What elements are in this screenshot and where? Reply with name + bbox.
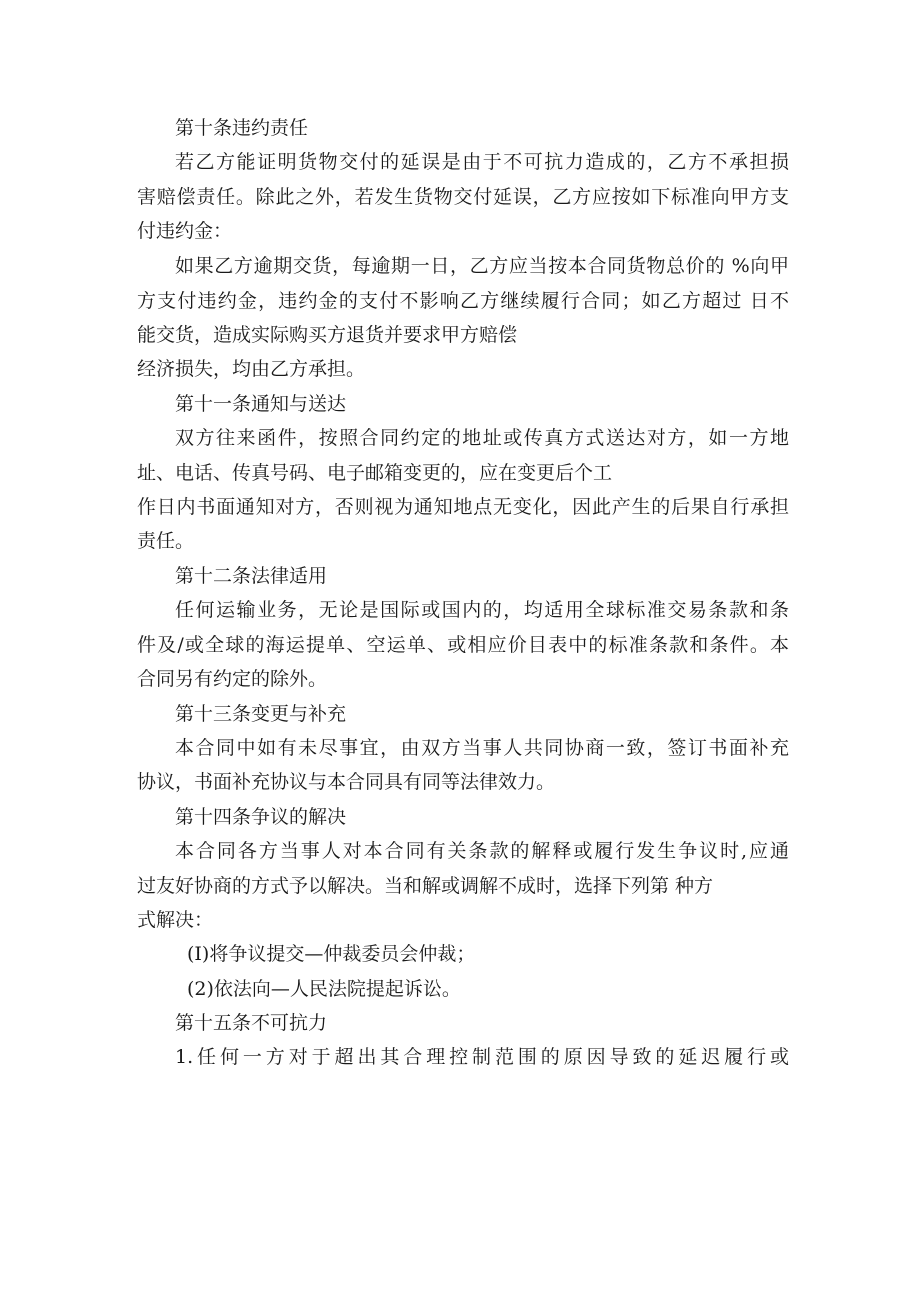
article-10-text-line: 如果乙方逾期交货，每逾期一日，乙方应当按本合同货物总价的 %向甲 <box>175 255 789 277</box>
article-12-heading: 第十二条法律适用 <box>175 565 328 587</box>
article-10-heading: 第十条违约责任 <box>175 117 309 139</box>
article-11-text-line: 址、电话、传真号码、电子邮箱变更的，应在变更后个工 <box>137 462 613 484</box>
article-10-text-line: 害赔偿责任。除此之外，若发生货物交付延误，乙方应按如下标准向甲方支 <box>137 186 789 208</box>
article-15-heading: 第十五条不可抗力 <box>175 1012 328 1034</box>
article-11-text-line: 作日内书面通知对方，否则视为通知地点无变化，因此产生的后果自行承担 <box>137 496 789 518</box>
article-11-text-line: 责任。 <box>137 530 195 552</box>
article-12-text-line: 合同另有约定的除外。 <box>137 668 328 690</box>
article-14-option-item: (I)将争议提交—仲裁委员会仲裁； <box>187 943 476 965</box>
article-10-text-line: 付违约金： <box>137 220 233 242</box>
article-10-text-line: 方支付违约金，违约金的支付不影响乙方继续履行合同；如乙方超过 日不 <box>137 290 789 312</box>
article-13-text-line: 本合同中如有未尽事宜，由双方当事人共同协商一致，签订书面补充 <box>175 737 789 759</box>
article-10-text-line: 能交货，造成实际购买方退货并要求甲方赔偿 <box>137 324 518 346</box>
article-10-text-line: 经济损失，均由乙方承担。 <box>137 358 366 380</box>
article-14-text-line: 式解决： <box>137 909 214 931</box>
article-13-heading: 第十三条变更与补充 <box>175 703 347 725</box>
article-11-heading: 第十一条通知与送达 <box>175 393 347 415</box>
article-14-text-line: 本合同各方当事人对本合同有关条款的解释或履行发生争议时,应通 <box>175 840 789 862</box>
article-14-text-line: 过友好协商的方式予以解决。当和解或调解不成时，选择下列第 种方 <box>137 875 714 897</box>
article-14-option-item: (2)依法向—人民法院提起诉讼。 <box>187 978 461 1000</box>
article-11-text-line: 双方往来函件，按照合同约定的地址或传真方式送达对方，如一方地 <box>175 427 789 449</box>
article-15-text-line: 1.任何一方对于超出其合理控制范围的原因导致的延迟履行或 <box>175 1046 789 1068</box>
article-14-heading: 第十四条争议的解决 <box>175 806 347 828</box>
article-10-text-line: 若乙方能证明货物交付的延误是由于不可抗力造成的，乙方不承担损 <box>175 151 789 173</box>
article-12-text-line: 件及/或全球的海运提单、空运单、或相应价目表中的标准条款和条件。本 <box>137 634 789 656</box>
article-12-text-line: 任何运输业务，无论是国际或国内的，均适用全球标准交易条款和条 <box>175 599 789 621</box>
article-13-text-line: 协议，书面补充协议与本合同具有同等法律效力。 <box>137 771 556 793</box>
